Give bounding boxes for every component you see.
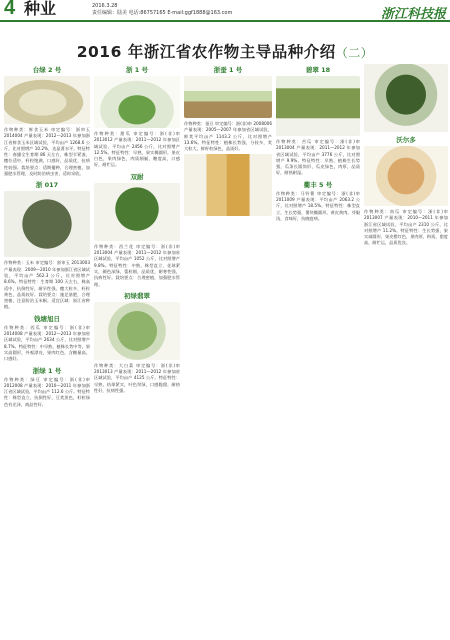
editor-contact: 责任编辑：陆美 电话:86757165 E-mail:ggf1888@163.com (92, 10, 233, 16)
variety-photo (4, 76, 90, 124)
title-text: 2016 年浙江省农作物主导品种介绍 (76, 43, 336, 61)
variety-text: 作物种类：西瓜 审定编号：浙(非)审 2014008 产量表现：2012—2013 年参加省区域试验，平均亩产 2634 公斤，比对照增产 8.7%。特征特性：中早熟，植株长势中等，果实高圆形，外观漂亮，果肉红色，含糖量高，口感好。 (4, 324, 90, 362)
variety-text: 作物种类：鲜食玉米 审定编号：浙审玉 2014004 产量表现：2012—2013 年参加浙江省鲜食玉米区域试验，平均亩产 1268.6 公斤，比对照增产 10.2%，达显著水平。特征特性：春播全生育期 86 天左右，株型半紧凑，穗位适中，籽粒饱满，口感好，品质优，抗病性较强。栽培要点：适期播种，合理密植，加强肥水管理，及时防治病虫害，适时采收。 (4, 127, 90, 177)
variety-title: 浙 017 (35, 181, 59, 190)
newspaper-brand: 浙江科技报 (380, 7, 446, 22)
variety-photo (94, 76, 180, 128)
variety-text: 作物种类：蚕豆 审定编号：浙(非)审 2008006 产量表现：2005—2007 年参加省区域试验，鲜荚平均亩产 1143.2 公斤，比对照增产 13.6%。特征特性：植株长势强，分枝多，荚大粒大，鲜籽粒绿色，品质好。 (184, 121, 272, 152)
variety-title: 衢丰 5 号 (303, 180, 333, 189)
column-3 (184, 62, 272, 638)
title-part: （二） (335, 46, 374, 60)
page-number: 4 (4, 0, 16, 19)
variety-text: 作物种类：苦瓜 审定编号：浙(非)审 2013004 产量表现：2011—2012 年参加省区域试验，平均亩产 3776 公斤，比对照增产 9.9%。特征特性：早熟，植株生长势强，瓜条长圆筒形，瓜皮绿色，肉厚，品质好，耐热耐湿。 (276, 139, 360, 176)
variety-title: 台绿 2 号 (32, 66, 62, 74)
variety-photo (276, 76, 360, 136)
section-name: 种业 (24, 0, 57, 18)
variety-title: 双耐 (130, 172, 144, 181)
variety-title: 碧翠 18 (305, 66, 331, 74)
column-5 (364, 62, 448, 638)
variety-title: 浙蚕 1 号 (213, 66, 243, 74)
column-2 (94, 62, 180, 638)
variety-text: 作物种类：甜瓜 审定编号：浙(非)审 2013012 产量表现：2011—2012 年参加区域试验，平均亩产 2456 公斤，比对照增产 12.5%。特征特性：早熟，果实椭圆形，果皮白色，果肉绿色，肉质细腻，糖度高，口感好，耐贮运。 (94, 131, 180, 168)
variety-title: 浙绿 1 号 (32, 366, 62, 375)
masthead-meta (92, 3, 232, 17)
variety-text: 作物种类：南瓜 审定编号：浙(非)审 2013007 产量表现：2010—2011 年参加浙江省区域试验，平均亩产 2310 公斤，比对照增产 11.2%。特征特性：生长势强，果实扁圆形，果皮橙红色，果肉厚，粉质，甜度高，耐贮运，品质优良。 (364, 209, 448, 246)
column-1 (4, 62, 90, 638)
variety-title: 浙 1 号 (125, 66, 149, 74)
variety-photo (94, 183, 180, 241)
column-4 (276, 62, 360, 638)
variety-photo (364, 64, 448, 132)
page-title (0, 40, 450, 62)
variety-title: 钱塘旭日 (34, 314, 60, 323)
variety-title: 初绿翡翠 (124, 291, 150, 300)
variety-text: 作物种类：马铃薯 审定编号：浙(非)审 2011009 产量表现：平均亩产 2063.2 公斤，比对照增产 18.5%。特征特性：株型直立，生长势强，薯块椭圆形，黄皮黄肉，芽眼浅，食味好，抗晚疫病。 (276, 190, 360, 221)
variety-text: 作物种类：大白菜 审定编号：浙(非)审 2013013 产量表现：2011—2012 年参加省区域试验，平均亩产 4125 公斤。特征特性：早熟，结球紧实，叶色翠绿，口感脆甜，耐热性好，抗病性强。 (94, 362, 180, 394)
variety-text: 作物种类：玉米 审定编号：浙审玉 2013003 产量表现：2009—2010 年参加浙江省区域试验，平均亩产 562.3 公斤，比对照增产 8.6%。特征特性：生育期 100 天左右，株高适中，抗倒性好，耐旱性强，穗大粒多，籽粒黄色，品质较好。栽培要点：施足基肥，合理密植，注意防治玉米螟。适宜区域：浙江省种植。 (4, 260, 90, 310)
variety-text: 作物种类：西兰花 审定编号：浙(非)审 2013004 产量表现：2011—2012 年参加省区域试验，平均亩产 1052 公斤，比对照增产 9.8%。特征特性：中熟，株型直立，花球紧实，颜色深绿，蕾粒细，品质优，耐寒性强，抗病性好。栽培要点：合理密植，加强肥水管理。 (94, 243, 180, 287)
masthead (0, 0, 450, 22)
variety-text: 作物种类：绿豆 审定编号：浙(非)审 2012008 产量表现：2010—2011 年参加浙江省区域试验，平均亩产 112.6 公斤。特征特性：株型直立，抗倒性好，豆荚黑色，籽粒绿色有光泽，商品性好。 (4, 376, 90, 407)
variety-title: 沃尔多 (396, 136, 416, 144)
issue-date: 2016.3.28 (92, 3, 118, 9)
variety-photo (184, 154, 272, 216)
variety-photo (4, 191, 90, 257)
variety-photo (184, 76, 272, 118)
variety-photo (94, 302, 180, 360)
variety-photo (364, 146, 448, 206)
